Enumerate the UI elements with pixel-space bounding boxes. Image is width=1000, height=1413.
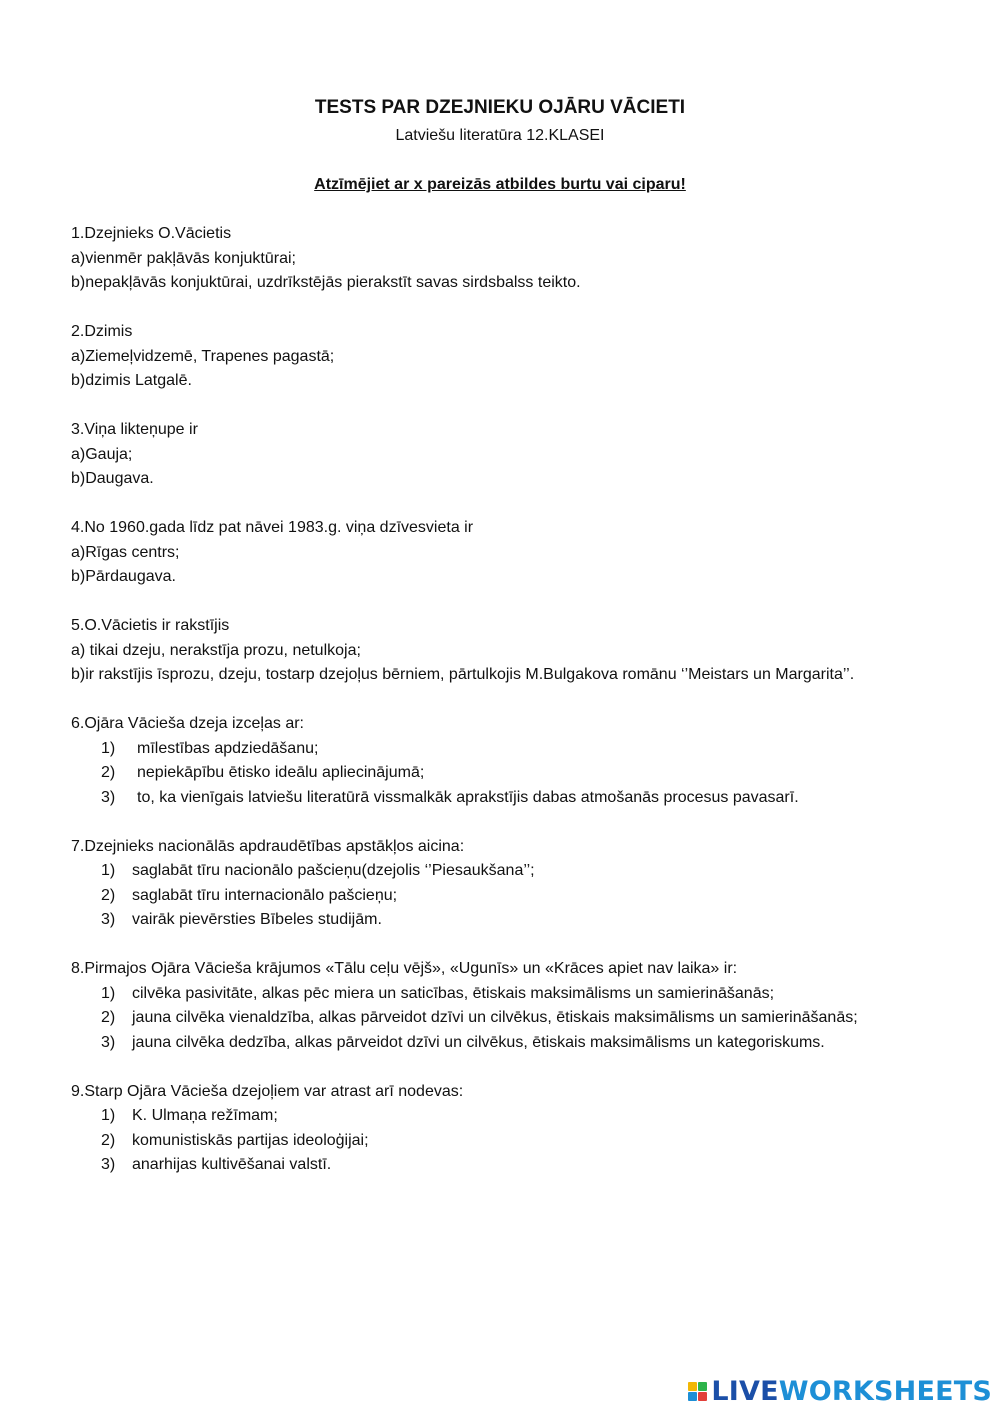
question-text: 7.Dzejnieks nacionālās apdraudētības apstākļos aicina: (71, 837, 465, 855)
answer-option-3[interactable] (71, 908, 951, 933)
option-text: saglabāt tīru internacionālo pašcieņu; (132, 886, 398, 904)
answer-option-1[interactable] (71, 737, 951, 762)
option-text: mīlestības apdziedāšanu; (137, 739, 319, 757)
question-6 (71, 712, 951, 810)
answer-option-2[interactable] (71, 761, 951, 786)
option-number: 3) (101, 788, 116, 806)
answer-option-1[interactable] (71, 1104, 951, 1129)
option-number: 2) (101, 886, 116, 904)
option-text: jauna cilvēka dedzība, alkas pārveidot dzīvi un cilvēkus, ētiskais maksimālisms un kategoriskums. (132, 1033, 825, 1051)
page-title: TESTS PAR DZEJNIEKU OJĀRU VĀCIETI (314, 97, 686, 118)
answer-option-b[interactable]: b)Pārdaugava. (71, 568, 176, 585)
option-text: to, ka vienīgais latviešu literatūrā vissmalkāk aprakstījis dabas atmošanās procesus pavasarī. (137, 788, 799, 806)
question-text: 9.Starp Ojāra Vācieša dzejoļiem var atrast arī nodevas: (71, 1082, 464, 1100)
answer-option-a[interactable]: a)Rīgas centrs; (71, 543, 180, 561)
option-number: 3) (101, 1033, 116, 1051)
answer-option-2[interactable] (71, 1129, 951, 1154)
question-5 (71, 614, 951, 688)
option-number: 2) (101, 1009, 116, 1026)
option-text: K. Ulmaņa režīmam; (132, 1107, 278, 1124)
question-text: 1.Dzejnieks O.Vācietis (71, 225, 232, 242)
option-text: nepiekāpību ētisko ideālu apliecinājumā; (137, 764, 425, 781)
question-text: 3.Viņa likteņupe ir (71, 421, 198, 438)
option-number: 1) (101, 984, 116, 1002)
logo-text (711, 1376, 992, 1407)
answer-option-3[interactable] (71, 786, 951, 811)
answer-option-3[interactable] (71, 1153, 951, 1178)
answer-option-b[interactable]: b)nepakļāvās konjuktūrai, uzdrīkstējās pierakstīt savas sirdsbalss teikto. (71, 274, 581, 291)
answer-option-3[interactable] (71, 1031, 951, 1056)
question-2 (71, 320, 951, 394)
option-text: jauna cilvēka vienaldzība, alkas pārveidot dzīvi un cilvēkus, ētiskais maksimālisms un samierināšanās; (132, 1009, 858, 1026)
answer-option-1[interactable] (71, 859, 951, 884)
answer-option-2[interactable] (71, 1006, 951, 1031)
liveworksheets-logo (688, 1373, 992, 1409)
answer-option-2[interactable] (71, 884, 951, 909)
option-number: 1) (101, 862, 116, 879)
answer-option-b[interactable]: b)dzimis Latgalē. (71, 372, 192, 389)
answer-option-a[interactable]: a)Ziemeļvidzemē, Trapenes pagastā; (71, 347, 335, 365)
logo-mark-icon (688, 1382, 707, 1401)
page-subtitle: Latviešu literatūra 12.KLASEI (395, 127, 605, 144)
question-text: 2.Dzimis (71, 323, 133, 340)
logo-text-live: LIVE (711, 1375, 779, 1407)
question-text: 5.O.Vācietis ir rakstījis (71, 617, 230, 634)
option-text: anarhijas kultivēšanai valstī. (132, 1156, 332, 1173)
option-number: 2) (101, 1131, 116, 1149)
answer-option-a[interactable]: a)vienmēr pakļāvās konjuktūrai; (71, 249, 296, 267)
option-number: 2) (101, 764, 116, 781)
question-4 (71, 516, 951, 590)
question-1 (71, 222, 951, 296)
answer-option-a[interactable]: a) tikai dzeju, nerakstīja prozu, netulkoja; (71, 641, 361, 659)
question-8 (71, 957, 951, 1055)
option-text: cilvēka pasivitāte, alkas pēc miera un saticības, ētiskais maksimālisms un samierināšanās; (132, 984, 775, 1002)
question-text: 6.Ojāra Vācieša dzeja izceļas ar: (71, 715, 304, 732)
answer-option-b[interactable]: b)Daugava. (71, 470, 154, 487)
option-number: 1) (101, 1107, 116, 1124)
question-list (71, 222, 951, 1202)
option-number: 1) (101, 739, 116, 757)
option-text: vairāk pievērsties Bībeles studijām. (132, 911, 382, 928)
option-text: komunistiskās partijas ideoloģijai; (132, 1131, 369, 1149)
option-number: 3) (101, 911, 116, 928)
question-7 (71, 835, 951, 933)
answer-option-a[interactable]: a)Gauja; (71, 445, 133, 463)
answer-option-b[interactable]: b)ir rakstījis īsprozu, dzeju, tostarp dzejoļus bērniem, pārtulkojis M.Bulgakova romānu ‘’Meistars un Margarita’’. (71, 666, 855, 683)
option-number: 3) (101, 1156, 116, 1173)
question-9 (71, 1080, 951, 1178)
question-3 (71, 418, 951, 492)
question-text: 8.Pirmajos Ojāra Vācieša krājumos «Tālu ceļu vējš», «Ugunīs» un «Krāces apiet nav laika» ir: (71, 960, 738, 977)
option-text: saglabāt tīru nacionālo pašcieņu(dzejolis ‘’Piesaukšana’’; (132, 862, 535, 879)
answer-option-1[interactable] (71, 982, 951, 1007)
logo-text-worksheets: WORKSHEETS (778, 1375, 992, 1407)
instruction-text: Atzīmējiet ar x pareizās atbildes burtu vai ciparu! (314, 176, 686, 193)
question-text: 4.No 1960.gada līdz pat nāvei 1983.g. viņa dzīvesvieta ir (71, 519, 474, 536)
